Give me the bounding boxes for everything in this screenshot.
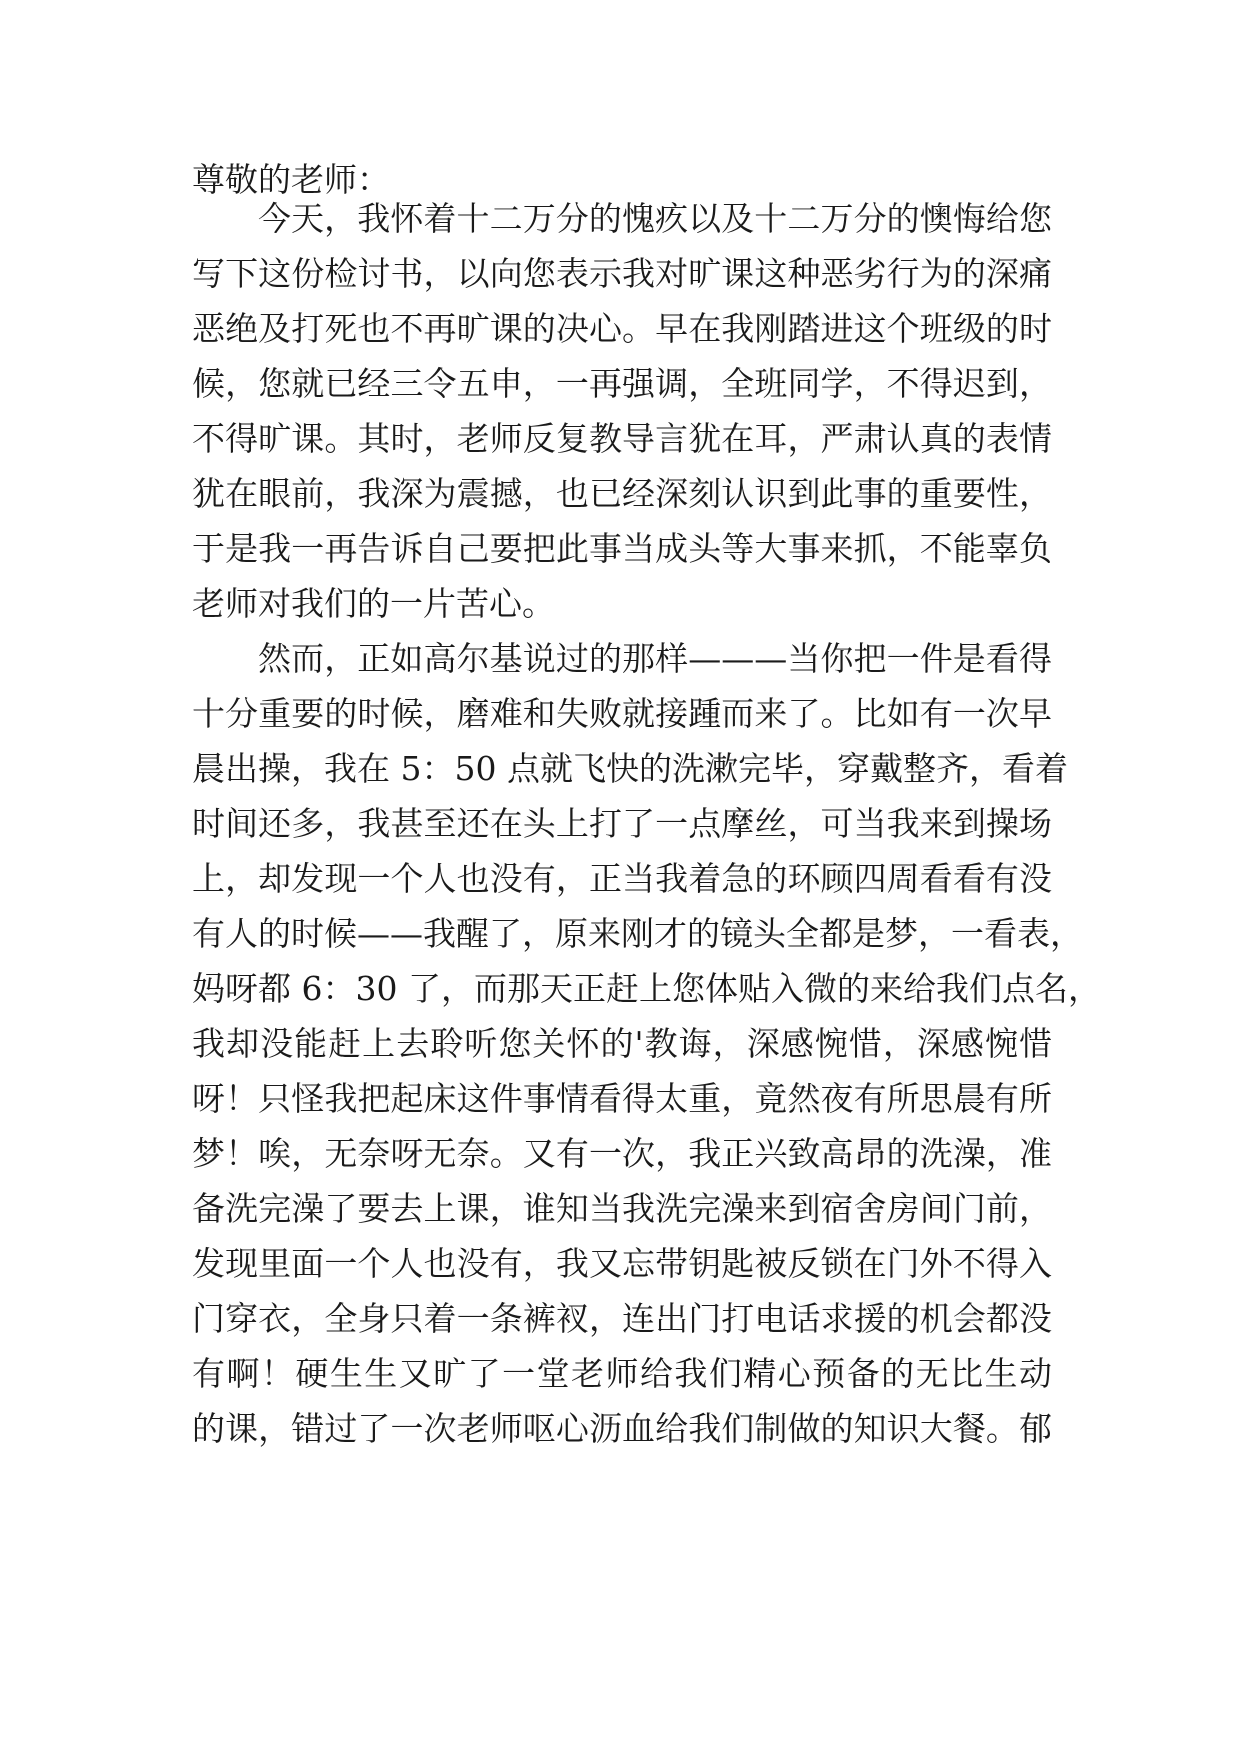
- paragraph-line: 的课，错过了一次老师呕心沥血给我们制做的知识大餐。郁: [192, 1409, 1052, 1448]
- paragraph-line: 今天，我怀着十二万分的愧疚以及十二万分的懊悔给您: [258, 199, 1052, 238]
- paragraph-line: 候，您就已经三令五申，一再强调，全班同学，不得迟到，: [192, 364, 1052, 403]
- paragraph-line: 梦！唉，无奈呀无奈。又有一次，我正兴致高昂的洗澡，准: [192, 1134, 1052, 1173]
- paragraph-line: 有人的时候——我醒了，原来刚才的镜头全都是梦，一看表，: [192, 914, 1083, 953]
- paragraph-line: 备洗完澡了要去上课，谁知当我洗完澡来到宿舍房间门前，: [192, 1189, 1052, 1228]
- paragraph-line: 晨出操，我在 5：50 点就飞快的洗漱完毕，穿戴整齐，看着: [192, 749, 1068, 788]
- paragraph-line: 不得旷课。其时，老师反复教导言犹在耳，严肃认真的表情: [192, 419, 1052, 458]
- paragraph-line: 老师对我们的一片苦心。: [192, 584, 555, 623]
- paragraph-line: 然而，正如高尔基说过的那样———当你把一件是看得: [258, 639, 1052, 678]
- paragraph-line: 于是我一再告诉自己要把此事当成头等大事来抓，不能辜负: [192, 529, 1052, 568]
- paragraph-line: 门穿衣，全身只着一条裤衩，连出门打电话求援的机会都没: [192, 1299, 1052, 1338]
- paragraph-line: 有啊！硬生生又旷了一堂老师给我们精心预备的无比生动: [192, 1354, 1052, 1393]
- paragraph-line: 恶绝及打死也不再旷课的决心。早在我刚踏进这个班级的时: [192, 309, 1052, 348]
- paragraph-line: 写下这份检讨书，以向您表示我对旷课这种恶劣行为的深痛: [192, 254, 1052, 293]
- paragraph-line: 我却没能赶上去聆听您关怀的'教诲，深感惋惜，深感惋惜: [192, 1024, 1052, 1063]
- salutation: 尊敬的老师：: [192, 160, 390, 199]
- paragraph-line: 呀！只怪我把起床这件事情看得太重，竟然夜有所思晨有所: [192, 1079, 1052, 1118]
- paragraph-line: 发现里面一个人也没有，我又忘带钥匙被反锁在门外不得入: [192, 1244, 1052, 1283]
- paragraph-line: 妈呀都 6：30 了，而那天正赶上您体贴入微的来给我们点名，: [192, 969, 1101, 1008]
- paragraph-line: 上，却发现一个人也没有，正当我着急的环顾四周看看有没: [192, 859, 1052, 898]
- paragraph-line: 十分重要的时候，磨难和失败就接踵而来了。比如有一次早: [192, 694, 1052, 733]
- paragraph-line: 犹在眼前，我深为震撼，也已经深刻认识到此事的重要性，: [192, 474, 1052, 513]
- paragraph-line: 时间还多，我甚至还在头上打了一点摩丝，可当我来到操场: [192, 804, 1052, 843]
